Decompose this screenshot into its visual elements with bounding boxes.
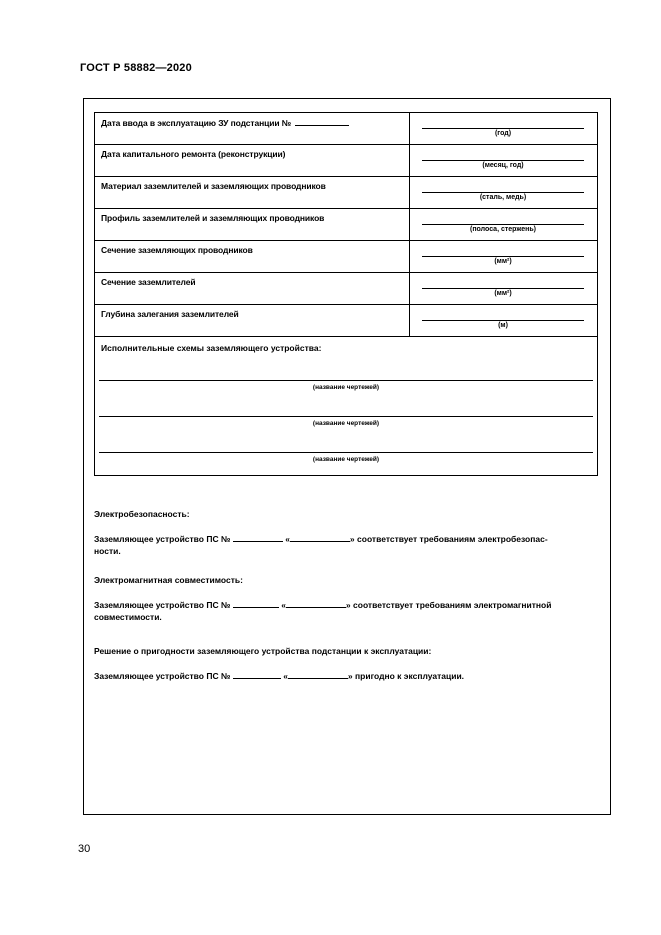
- column-divider: [409, 241, 410, 272]
- substation-name-blank: [286, 599, 346, 608]
- column-divider: [409, 177, 410, 208]
- row-unit: (год): [494, 130, 512, 137]
- emc-paragraph: Заземляющее устройство ПС № « » соответствует требованиям электромагнитной совместимости.: [94, 600, 552, 622]
- substation-number-blank: [295, 117, 349, 126]
- substation-number-blank: [233, 533, 283, 542]
- answer-line: [422, 288, 584, 289]
- table-row: [95, 305, 597, 337]
- scheme-caption: (название чертежей): [312, 456, 380, 463]
- scheme-line: [99, 452, 593, 453]
- row-label: Глубина залегания заземлителей: [101, 309, 239, 319]
- answer-line: [422, 224, 584, 225]
- substation-number-blank: [233, 670, 281, 679]
- row-unit: (сталь, медь): [479, 194, 527, 201]
- table-row: [95, 145, 597, 177]
- table-row: [95, 241, 597, 273]
- decision-heading: Решение о пригодности заземляющего устройства подстанции к эксплуатации:: [94, 646, 432, 656]
- row-unit: (мм²): [494, 258, 512, 265]
- row-label: Дата капитального ремонта (реконструкции): [101, 149, 286, 159]
- table-row: [95, 273, 597, 305]
- row-unit: (месяц, год): [482, 162, 524, 169]
- row-unit: (м): [498, 322, 508, 329]
- substation-name-blank: [288, 670, 348, 679]
- electrical-safety-paragraph: Заземляющее устройство ПС № « » соответствует требованиям электробезопас- ности.: [94, 534, 548, 556]
- row-unit: (мм²): [494, 290, 512, 297]
- page-number: 30: [78, 843, 91, 855]
- answer-line: [422, 320, 584, 321]
- schemes-label: Исполнительные схемы заземляющего устройства:: [101, 343, 322, 353]
- table-row: [95, 177, 597, 209]
- substation-name-blank: [290, 533, 350, 542]
- row-label: Сечение заземляющих проводников: [101, 245, 253, 255]
- row-label: Сечение заземлителей: [101, 277, 196, 287]
- table-row: [95, 113, 597, 145]
- column-divider: [409, 273, 410, 304]
- grounding-data-table: [94, 112, 598, 476]
- substation-number-blank: [233, 599, 279, 608]
- decision-paragraph: Заземляющее устройство ПС № « » пригодно к эксплуатации.: [94, 671, 465, 681]
- answer-line: [422, 192, 584, 193]
- row-label: Дата ввода в эксплуатацию ЗУ подстанции №: [101, 117, 349, 128]
- column-divider: [409, 145, 410, 176]
- answer-line: [422, 128, 584, 129]
- electrical-safety-heading: Электробезопасность:: [94, 509, 190, 519]
- answer-line: [422, 256, 584, 257]
- row-label: Материал заземлителей и заземляющих проводников: [101, 181, 326, 191]
- scheme-line: [99, 416, 593, 417]
- row-label: Профиль заземлителей и заземляющих проводников: [101, 213, 325, 223]
- scheme-caption: (название чертежей): [312, 420, 380, 427]
- scheme-line: [99, 380, 593, 381]
- document-header: ГОСТ Р 58882—2020: [80, 62, 192, 74]
- scheme-caption: (название чертежей): [312, 384, 380, 391]
- row-unit: (полоса, стержень): [470, 226, 536, 233]
- column-divider: [409, 305, 410, 336]
- column-divider: [409, 209, 410, 240]
- answer-line: [422, 160, 584, 161]
- table-row: [95, 209, 597, 241]
- emc-heading: Электромагнитная совместимость:: [94, 575, 243, 585]
- column-divider: [409, 113, 410, 144]
